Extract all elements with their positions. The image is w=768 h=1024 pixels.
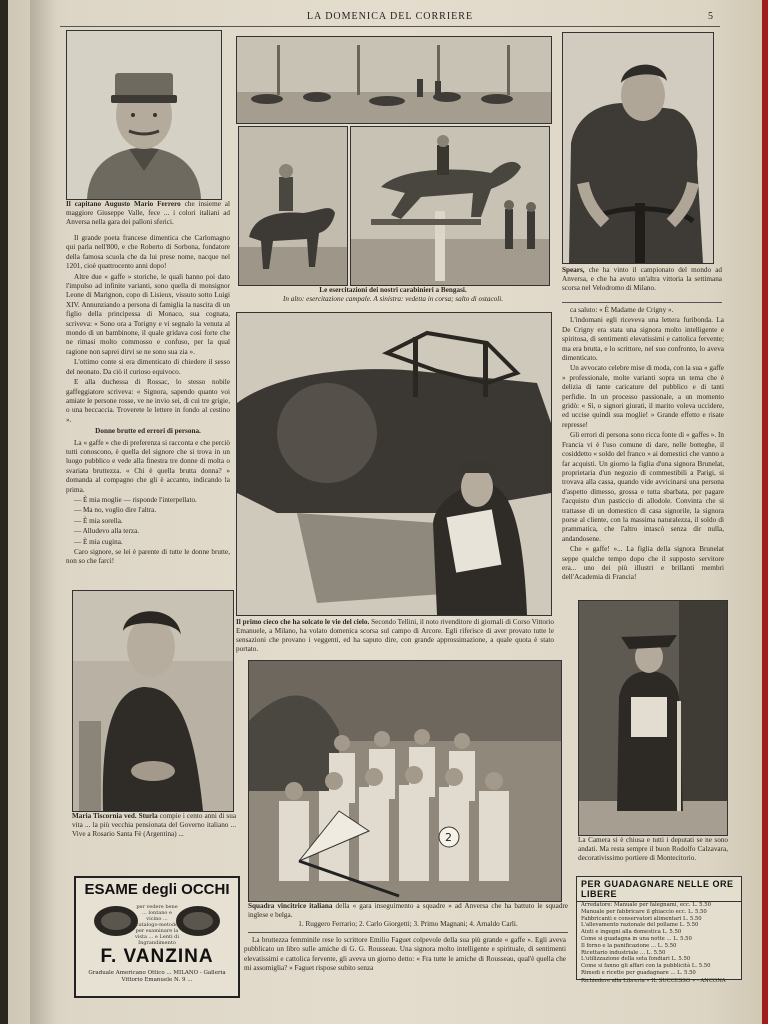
- caption-tellini-text: Secondo Tellini, il noto rivenditore di giornali di Corso Vittorio Emanuele, a Milano, ha volato domenica scorsa sul campo di Arcore. Egli riferisce di aver provato tutte le sensazioni che provano i veggenti, ed ha saputo dire, con grande approssimazione, a quale quota è stato portato.: [236, 618, 555, 653]
- caption-tellini: [236, 618, 554, 656]
- left-paragraph: — È mia sorella.: [74, 516, 123, 525]
- photo-spears: [562, 32, 714, 264]
- caption-maria: [72, 812, 236, 870]
- left-paragraph: — È mia cugina.: [74, 537, 123, 546]
- caption-squadra-names: 1. Ruggero Ferrario; 2. Carlo Giorgetti; 3. Primo Magnani; 4. Arnaldo Carli.: [298, 920, 518, 928]
- photo-ferrero: [66, 30, 222, 200]
- bottom-paragraph: La bruttezza femminile rese lo scrittore Emilio Faguet colpevole della sua più grande « gaffe ». Egli aveva pubblicato un libro sulle amiche di G. G. Rousseau. Una signora molto intelligente e spirituale, di sentimenti elevatissimi e cattolica fervente, gli aveva un giorno detto: « Fra tutte le amiche di Rousseau, qual'è quella che mi assomiglia? » Faguet rispose subito senza: [244, 936, 566, 973]
- caption-spears-text: che ha vinto il campionato del mondo ad Anversa, e che ha avuto un'altra vittoria la settimana scorsa nel Velodromo di Milano.: [562, 266, 722, 292]
- squadra-badge-number: 2: [445, 831, 452, 844]
- ad-earn-footer: Richiedere alla Libreria « IL SUCCESSO » - ANCONA: [581, 977, 726, 984]
- left-paragraph: Caro signore, se lei è parente di tutte le donne brutte, non so che farci!: [66, 548, 230, 566]
- caption-tellini-bold: Il primo cieco che ha solcato le vie del cielo.: [236, 618, 370, 626]
- caption-ferrero: [66, 200, 230, 230]
- advertisement-guadagnare: [576, 876, 742, 984]
- ad-earn-line: Ricettario industriale ... L. 5.50: [581, 949, 666, 956]
- caption-squadra: [248, 902, 568, 930]
- ad-earn-line: L'allevamento razionale del pollame L. 5.50: [581, 922, 699, 929]
- page-header: [60, 8, 720, 27]
- column-rule: [562, 302, 722, 303]
- column-rule: [248, 932, 568, 933]
- caption-ferrero-text: che insieme al maggiore Giuseppe Valle, fece ... i colori italiani ad Anversa nella gara dei palloni sferici.: [66, 200, 230, 226]
- photo-tellini-airplane: [236, 312, 552, 616]
- ad-vanzina-brand: F. VANZINA: [100, 946, 214, 967]
- left-paragraph: Altre due « gaffe » storiche, le quali hanno poi dato l'impulso ad infinite varianti, sono quella di monsignor Leone di Marignon, copo di Lisieux, vissuto sotto Luigi XIV. Annunziando a persona di famiglia la nascita di un figlio della principessa di Monaco, sua cognata, scriveva: « Sono ora a Torigny e vi segnalo la venuta al mondo di un bambinone, il quale gridava così forte che ne rimasi molto commosso e confuso, per la qual ragione non saprei dirvi se ne sono sua zia ».: [66, 272, 230, 356]
- caption-spears: [562, 266, 722, 300]
- caption-carabinieri-title: Le esercitazioni dei nostri carabinieri a Bengasi.: [319, 286, 467, 294]
- ad-earn-line: L'utilizzazione della seta fondiari L. 5.50: [581, 956, 691, 963]
- caption-ferrero-bold: Il capitano Augusto Mario Ferrero: [66, 200, 181, 208]
- caption-calzavara: [578, 836, 728, 870]
- airplane-man-icon: [237, 313, 551, 615]
- advertisement-vanzina: [74, 876, 240, 998]
- photo-maria-tiscornia: [72, 590, 234, 812]
- ad-earn-line: Il forno e la panificazione ... L. 5.50: [581, 942, 677, 949]
- portrait-officer-icon: [67, 31, 221, 199]
- left-paragraph: La « gaffe » che di preferenza si racconta e che perciò tutti conoscono, è quella del signore che si trova in un luogo pubblico e vede alla finestra tre donne di molta o svariata bruttezza. « Chi è quella brutta donna? » domanda al compagno che gli è accanto, indicando la prima.: [66, 438, 230, 494]
- right-paragraph: ca saluto: « È Madame de Crigny ».: [570, 306, 674, 314]
- right-paragraph: Un avvocato celebre mise di moda, con la sua « gaffe » professionale, molte varianti sopra un tema che è delizia di tante caricature del pubblico e di tanti perfidie. In un processo passionale, a un momento gridò: « Sì, o signori giurati, il marito voleva uccidere, ed uccise quindi sua moglie! » Grande effetto e risate represse!: [562, 364, 724, 429]
- caption-maria-bold: Maria Tiscornia ved. Sturla: [72, 812, 158, 820]
- caption-squadra-bold: Squadra vincitrice italiana: [248, 902, 333, 910]
- horse-rider-icon: [239, 127, 347, 285]
- caption-carabinieri-sub: In alto: esercitazione campale. A sinistra: vedetta in corsa; salto di ostacoli.: [282, 295, 504, 303]
- page-fold-shadow: [30, 0, 56, 1024]
- ad-earn-line: Fabbricanti e conservatori alimentari L. 5.50: [581, 915, 702, 922]
- cyclist-icon: [563, 33, 713, 263]
- ad-earn-line: Arredatore: Manuale per falegnami, ecc. L. 5.50: [581, 902, 711, 908]
- ad-earn-line: Manuale per fabbricare il ghiaccio ecc. L. 5.50: [581, 908, 707, 915]
- ad-earn-line: Rimedi e ricette per guadagnare ... L. 5.50: [581, 969, 696, 976]
- caption-spears-bold: Spears,: [562, 266, 585, 274]
- left-paragraph: Il grande poeta francese dimentica che Carlomagno qui parla nell'800, e che Roberto di Sorbona, fondatore della famosa scuola che da lui prese nome, nacque nel 1201, cioè quattrocento anni dopo!: [66, 234, 230, 271]
- right-paragraph: L'indomani egli riceveva una lettera furibonda. La De Crigny era stata una signora molto intelligente e spiritosa, di sentimenti elevatissimi e cattolica fervente; ma era brutta, e lo scrittore, nel suo confronto, lo aveva dimenticato.: [562, 316, 724, 363]
- photo-carabinieri-sentry: [238, 126, 348, 286]
- article-column-right: [562, 306, 724, 592]
- usher-portrait-icon: [579, 601, 727, 835]
- right-paragraph: Gli errori di persona sono ricca fonte di « gaffes ». In Francia vi è l'uso comune di dare, nelle botteghe, il cosiddetto « soldo del franco » ai domestici che vanno a far acquisti. Un giorno la figlia d'una signora Brunelat, proprietaria d'un negozio di commestibili a Parigi, si trovava alla cassa, quando vide avvicinarsi una persona d'aspetto dimesso, grossa e tutta sbarbata, per pagare l'acquisto d'un pasticcio di allodole. Convinta che si trattasse di un domestico di casa signorile, la signora porse al cliente, con la massima naturalezza, il soldo di prammatica, che l'altro intascò senza dir nulla, andandosene.: [562, 431, 724, 543]
- photo-squadra-italiana: [248, 660, 562, 902]
- horse-jump-icon: [351, 127, 549, 285]
- caption-squadra-text: della « gara inseguimento a squadre » ad Anversa che ha battuto le squadre inglese e belga.: [248, 902, 568, 919]
- ad-earn-line: Aiuti e ingegni alla domestica L. 5.50: [581, 929, 682, 936]
- article-bottom: [244, 936, 566, 992]
- portrait-old-woman-icon: [73, 591, 233, 811]
- caption-calzavara-text: La Camera si è chiusa e tutti i deputati se ne sono andati. Ma resta sempre il buon Rodolfo Calzavara, decorativissimo portiere di Montecitorio.: [578, 836, 728, 862]
- left-subhead: Donne brutte ed errori di persona.: [95, 427, 201, 436]
- caption-carabinieri: [236, 286, 550, 308]
- left-paragraph: E alla duchessa di Rossac, lo stesso nobile gaffeggiatore scriveva: « Signora, sapendo quanto voi amiate le persone rosse, ve ne invio sei, di cui tre grigie, o una beccaccia. Troverete le lettere in fondo al cestino ».: [66, 378, 230, 424]
- field-exercise-icon: [237, 37, 551, 123]
- ad-vanzina-title: ESAME degli OCCHI: [84, 881, 230, 898]
- left-paragraph: — Alludevo alla terza.: [74, 527, 140, 536]
- team-group-icon: [249, 661, 561, 901]
- article-column-left: [66, 234, 230, 584]
- ad-vanzina-address: Graduale Americano Ottico ... MILANO - Galleria Vittorio Emanuele N. 9 ...: [88, 970, 226, 983]
- left-paragraph: — Ma no, voglio dire l'altra.: [74, 506, 157, 515]
- ad-vanzina-mid: per vedere bene ... lontano e vicino ... catalogo-metodo per esaminare la vista ... e Lenti di Ingrandimento: [135, 904, 179, 946]
- header-title: LA DOMENICA DEL CORRIERE: [306, 11, 474, 22]
- red-edge: [762, 0, 768, 1024]
- photo-carabinieri-jump: [350, 126, 550, 286]
- photo-carabinieri-field: [236, 36, 552, 124]
- left-paragraph: — È mia moglie — risponde l'interpellato.: [74, 495, 197, 504]
- caption-maria-text: compie i cento anni di sua vita ... la più vecchia pensionata del Governo italiano ... Vive a Rosario Santa Fè (Argentina) ...: [72, 812, 237, 838]
- ad-earn-title: PER GUADAGNARE NELLE ORE LIBERE: [577, 877, 741, 902]
- page-number: 5: [708, 11, 714, 22]
- right-paragraph: Che « gaffe! »... La figlia della signora Brunelat seppe qualche tempo dopo che il supposto servitore era... uno dei più illustri e brillanti membri dell'Academia di Francia!: [562, 545, 724, 582]
- photo-calzavara: [578, 600, 728, 836]
- left-paragraph: L'ottimo conte si era dimenticato di chiedere il sesso del neonato. Da ciò il curioso equivoco.: [66, 358, 230, 376]
- ad-earn-line: Come si guadagna in una notte ... L. 5.50: [581, 935, 692, 942]
- ad-earn-line: Come si fanno gli affari con la pubblicità L. 5.50: [581, 963, 711, 970]
